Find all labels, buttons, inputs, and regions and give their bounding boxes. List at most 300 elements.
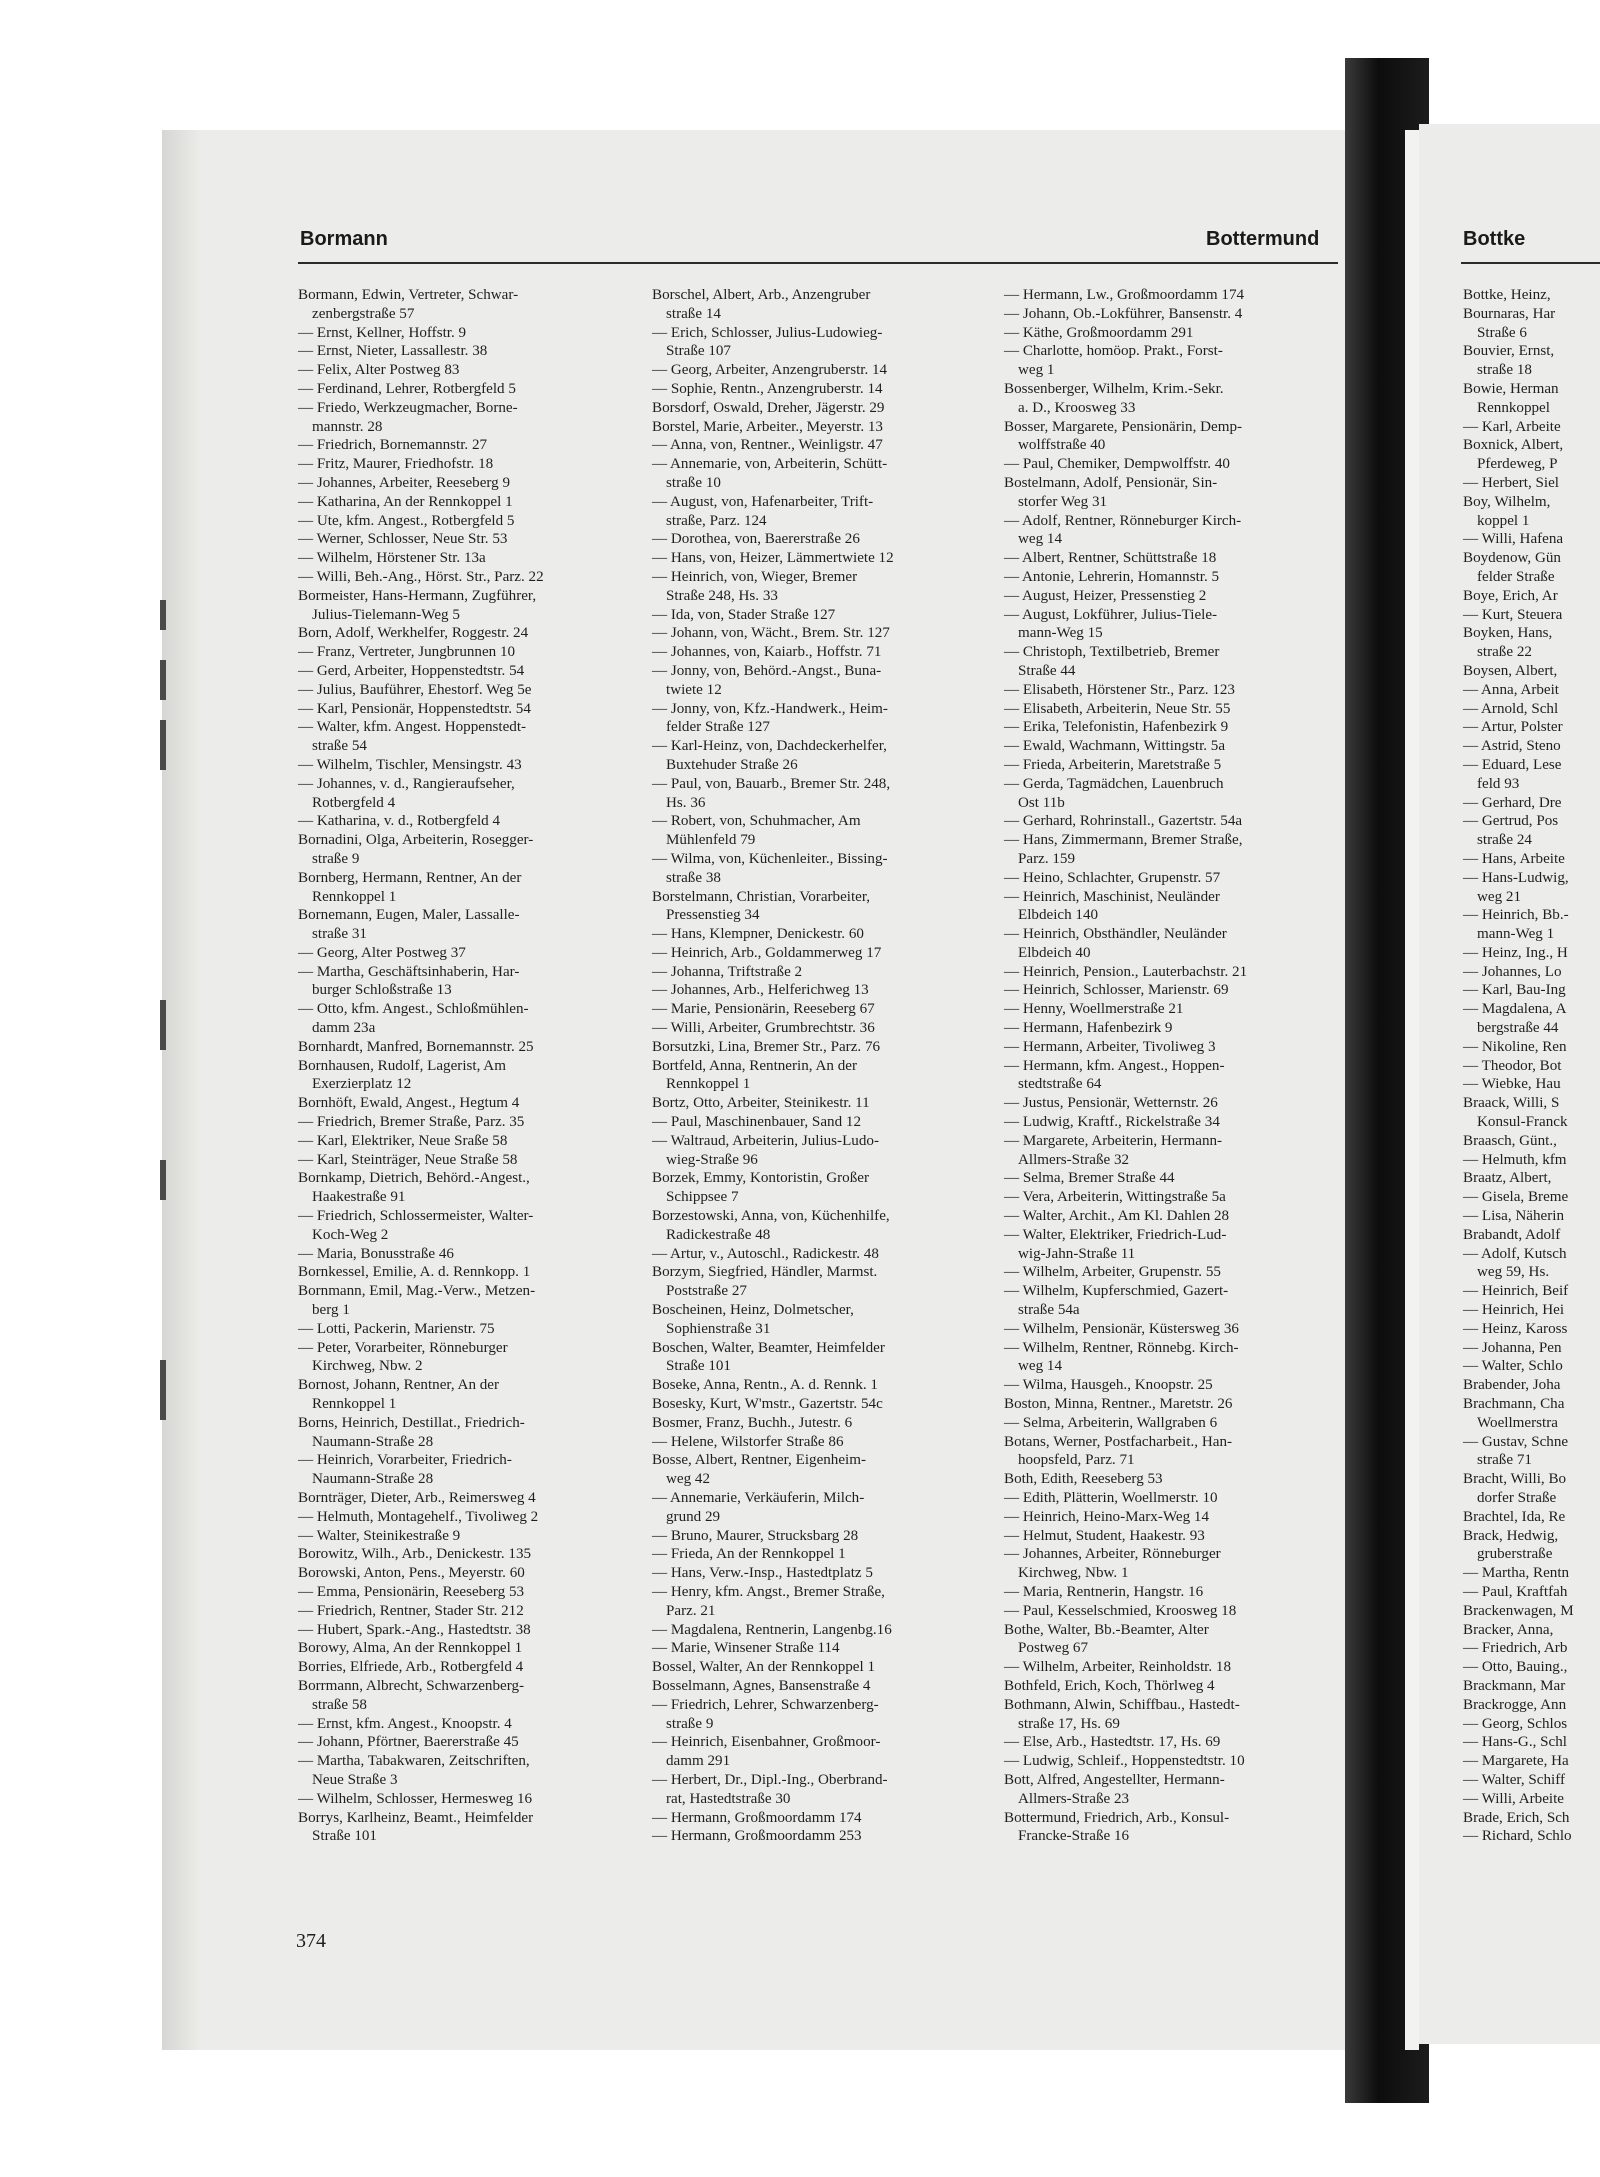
entry-line: — Ute, kfm. Angest., Rotbergfeld 5	[298, 512, 515, 529]
entry-line: Bornmann, Emil, Mag.-Verw., Metzen-	[298, 1283, 536, 1300]
entry-line: — Albert, Rentner, Schüttstraße 18	[1004, 550, 1217, 567]
entry-line: — Gerhard, Dre	[1463, 794, 1562, 811]
entry-line: — Johann, Pförtner, Baererstraße 45	[298, 1734, 519, 1751]
entry-line: — Arnold, Schl	[1463, 700, 1559, 717]
entry-line: straße 24	[1477, 832, 1532, 849]
entry-line: Borns, Heinrich, Destillat., Friedrich-	[298, 1414, 525, 1431]
entry-line: — Willi, Arbeite	[1463, 1790, 1564, 1807]
entry-line: — Ferdinand, Lehrer, Rotbergfeld 5	[298, 380, 516, 397]
entry-line: — Karl, Pensionär, Hoppenstedtstr. 54	[298, 700, 531, 717]
entry-line: — Heino, Schlachter, Grupenstr. 57	[1004, 869, 1221, 886]
column-next-page	[1463, 286, 1600, 1846]
entry-line: — Hans, Zimmermann, Bremer Straße,	[1004, 832, 1243, 849]
gutter-edge	[1405, 130, 1419, 2050]
entry-line: weg 1	[1018, 362, 1055, 379]
entry-line: — Werner, Schlosser, Neue Str. 53	[298, 531, 508, 548]
entry-line: Straße 44	[1018, 662, 1076, 679]
entry-line: — Lotti, Packerin, Marienstr. 75	[298, 1320, 495, 1337]
entry-line: — Otto, kfm. Angest., Schloßmühlen-	[298, 1001, 529, 1018]
entry-line: weg 42	[666, 1471, 711, 1488]
entry-line: twiete 12	[666, 681, 722, 698]
entry-line: — Heinrich, Pension., Lauterbachstr. 21	[1004, 963, 1248, 980]
entry-line: Borstelmann, Christian, Vorarbeiter,	[652, 888, 871, 905]
entry-line: Straße 107	[666, 343, 731, 360]
entry-line: Parz. 21	[666, 1602, 716, 1619]
entry-line: Allmers-Straße 23	[1018, 1790, 1130, 1807]
entry-line: — Walter, Elektriker, Friedrich-Lud-	[1004, 1226, 1227, 1243]
entry-line: — Georg, Schlos	[1463, 1715, 1568, 1732]
entry-line: felder Straße 127	[666, 719, 770, 736]
entry-line: — Paul, Kesselschmied, Kroosweg 18	[1004, 1602, 1237, 1619]
entry-line: Borzek, Emmy, Kontoristin, Großer	[652, 1170, 870, 1187]
page-number: 374	[296, 1930, 326, 1952]
entry-line: Bornemann, Eugen, Maler, Lassalle-	[298, 907, 520, 924]
entry-line: — Gerda, Tagmädchen, Lauenbruch	[1004, 775, 1224, 792]
entry-line: Borschel, Albert, Arb., Anzengruber	[652, 287, 871, 303]
entry-line: Elbdeich 140	[1018, 907, 1099, 924]
entry-line: — Karl, Elektriker, Neue Sraße 58	[298, 1132, 508, 1149]
entry-line: Borzym, Siegfried, Händler, Marmst.	[652, 1264, 878, 1281]
entry-line: — August, von, Hafenarbeiter, Trift-	[652, 493, 874, 510]
entry-line: Braasch, Günt.,	[1463, 1132, 1557, 1149]
entry-line: — Ludwig, Schleif., Hoppenstedtstr. 10	[1004, 1753, 1245, 1770]
entry-line: — Heinrich, Hei	[1463, 1302, 1565, 1319]
entry-line: Bornberg, Hermann, Rentner, An der	[298, 869, 522, 886]
entry-line: — Paul, von, Bauarb., Bremer Str. 248,	[652, 775, 891, 792]
entry-line: — Marie, Pensionärin, Reeseberg 67	[652, 1001, 875, 1018]
entry-line: Bornträger, Dieter, Arb., Reimersweg 4	[298, 1490, 536, 1506]
entry-line: zenbergstraße 57	[312, 305, 415, 322]
entry-line: Rennkoppel 1	[666, 1076, 751, 1093]
entry-line: — Helene, Wilstorfer Straße 86	[652, 1433, 844, 1450]
entry-line: storfer Weg 31	[1018, 493, 1108, 510]
entry-line: — Gerhard, Rohrinstall., Gazertstr. 54a	[1004, 813, 1243, 830]
entry-line: Bothe, Walter, Bb.-Beamter, Alter	[1004, 1621, 1209, 1638]
entry-line: — Helmuth, kfm	[1463, 1151, 1567, 1168]
entry-line: Boysen, Albert,	[1463, 662, 1558, 679]
entry-line: — Katharina, An der Rennkoppel 1	[298, 493, 513, 510]
entry-line: Borsutzki, Lina, Bremer Str., Parz. 76	[652, 1038, 881, 1055]
entry-line: Haakestraße 91	[312, 1189, 406, 1206]
entry-line: Schippsee 7	[666, 1189, 739, 1206]
entry-line: — Johann, von, Wächt., Brem. Str. 127	[652, 625, 890, 642]
entry-line: — Gustav, Schne	[1463, 1433, 1569, 1450]
entry-line: — Friedrich, Schlossermeister, Walter-	[298, 1208, 534, 1225]
entry-line: — Käthe, Großmoordamm 291	[1004, 324, 1194, 341]
entry-line: straße 18	[1477, 362, 1532, 379]
entry-line: mannstr. 28	[312, 418, 383, 435]
entry-line: mann-Weg 1	[1477, 926, 1555, 943]
entry-line: weg 59, Hs.	[1477, 1264, 1550, 1281]
running-head-left: Bormann	[300, 228, 388, 250]
entry-line: — Helmut, Student, Haakestr. 93	[1004, 1527, 1205, 1544]
entry-line: — Herbert, Dr., Dipl.-Ing., Oberbrand-	[652, 1771, 888, 1788]
entry-line: bergstraße 44	[1477, 1020, 1559, 1037]
entry-line: — Heinrich, Bb.-	[1463, 907, 1569, 924]
entry-line: — Heinrich, Eisenbahner, Großmoor-	[652, 1734, 881, 1751]
entry-line: — Heinrich, von, Wieger, Bremer	[652, 568, 858, 585]
entry-line: — Wilhelm, Arbeiter, Reinholdstr. 18	[1004, 1659, 1231, 1676]
entry-line: Buxtehuder Straße 26	[666, 756, 798, 773]
entry-line: — Hans, von, Heizer, Lämmertwiete 12	[652, 550, 894, 567]
entry-line: Straße 101	[312, 1828, 377, 1845]
entry-line: — Wilhelm, Tischler, Mensingstr. 43	[298, 756, 522, 773]
entry-line: Braack, Willi, S	[1463, 1095, 1560, 1112]
entry-line: — Franz, Vertreter, Jungbrunnen 10	[298, 644, 516, 661]
entry-line: — Peter, Vorarbeiter, Rönneburger	[298, 1339, 508, 1356]
entry-line: Bornost, Johann, Rentner, An der	[298, 1377, 500, 1394]
entry-line: Brade, Erich, Sch	[1463, 1809, 1570, 1826]
entry-line: — Maria, Bonusstraße 46	[298, 1245, 454, 1262]
entry-line: — Wilhelm, Kupferschmied, Gazert-	[1004, 1283, 1229, 1300]
entry-line: Boye, Erich, Ar	[1463, 587, 1558, 604]
entry-line: — Heinrich, Maschinist, Neuländer	[1004, 888, 1220, 905]
entry-line: Bostelmann, Adolf, Pensionär, Sin-	[1004, 474, 1218, 491]
entry-line: — Friedrich, Bornemannstr. 27	[298, 437, 488, 454]
entry-line: — Hermann, Großmoordamm 253	[652, 1828, 862, 1845]
entry-line: straße 14	[666, 305, 721, 322]
entry-line: Brack, Hedwig,	[1463, 1527, 1559, 1544]
entry-line: — Friedrich, Arb	[1463, 1640, 1568, 1657]
entry-line: — Vera, Arbeiterin, Wittingstraße 5a	[1004, 1189, 1226, 1206]
entry-line: — Hermann, Großmoordamm 174	[652, 1809, 862, 1826]
entry-line: — Antonie, Lehrerin, Homannstr. 5	[1004, 568, 1220, 585]
entry-line: — Margarete, Arbeiterin, Hermann-	[1004, 1132, 1223, 1149]
entry-line: Bornhausen, Rudolf, Lagerist, Am	[298, 1057, 506, 1074]
entry-line: straße 54	[312, 738, 367, 755]
entry-line: straße 10	[666, 474, 721, 491]
entry-line: Bortz, Otto, Arbeiter, Steinikestr. 11	[652, 1095, 870, 1112]
entry-line: Braatz, Albert,	[1463, 1170, 1552, 1187]
entry-line: — Waltraud, Arbeiterin, Julius-Ludo-	[652, 1132, 879, 1149]
entry-line: — Theodor, Bot	[1463, 1057, 1562, 1074]
entry-line: — Felix, Alter Postweg 83	[298, 362, 460, 379]
entry-line: — Ewald, Wachmann, Wittingstr. 5a	[1004, 738, 1226, 755]
entry-line: weg 14	[1018, 1358, 1063, 1375]
entry-line: Born, Adolf, Werkhelfer, Roggestr. 24	[298, 625, 529, 642]
header-rule-next-page	[1461, 262, 1600, 264]
entry-line: Bottermund, Friedrich, Arb., Konsul-	[1004, 1809, 1230, 1826]
column-1	[298, 286, 638, 1846]
entry-line: Pferdeweg, P	[1477, 456, 1558, 473]
entry-line: damm 291	[666, 1753, 731, 1770]
entry-line: — Wilma, von, Küchenleiter., Bissing-	[652, 850, 888, 867]
entry-line: weg 21	[1477, 888, 1522, 905]
entry-line: — Wilhelm, Hörstener Str. 13a	[298, 550, 486, 567]
entry-line: straße 17, Hs. 69	[1018, 1715, 1120, 1732]
entry-line: — Johannes, Arbeiter, Reeseberg 9	[298, 474, 511, 491]
entry-line: wieg-Straße 96	[666, 1151, 758, 1168]
entry-line: Ost 11b	[1018, 794, 1065, 811]
entry-line: — Helmuth, Montagehelf., Tivoliweg 2	[298, 1508, 539, 1525]
entry-line: — Karl-Heinz, von, Dachdeckerhelfer,	[652, 738, 887, 755]
entry-line: — Erika, Telefonistin, Hafenbezirk 9	[1004, 719, 1229, 736]
entry-line: Straße 6	[1477, 324, 1527, 341]
entry-line: Boseke, Anna, Rentn., A. d. Rennk. 1	[652, 1377, 878, 1394]
entry-line: Brachmann, Cha	[1463, 1396, 1565, 1413]
entry-line: — Gertrud, Pos	[1463, 813, 1559, 830]
entry-line: — Wilhelm, Pensionär, Küstersweg 36	[1004, 1320, 1239, 1337]
entry-line: Hs. 36	[666, 794, 706, 811]
entry-line: — Hermann, kfm. Angest., Hoppen-	[1004, 1057, 1225, 1074]
entry-line: — Karl, Steinträger, Neue Straße 58	[298, 1151, 518, 1168]
entry-line: Bosser, Margarete, Pensionärin, Demp-	[1004, 418, 1243, 435]
entry-line: — Johannes, Arb., Helferichweg 13	[652, 982, 869, 999]
entry-line: Brackmann, Mar	[1463, 1677, 1566, 1694]
entry-line: — Heinrich, Vorarbeiter, Friedrich-	[298, 1452, 512, 1469]
entry-line: — Paul, Kraftfah	[1463, 1583, 1568, 1600]
entry-line: Exerzierplatz 12	[312, 1076, 412, 1093]
entry-line: — Gerd, Arbeiter, Hoppenstedtstr. 54	[298, 662, 525, 679]
entry-line: — Heinz, Ing., H	[1463, 944, 1568, 961]
column-2	[652, 286, 992, 1846]
entry-line: — Else, Arb., Hastedtstr. 17, Hs. 69	[1004, 1734, 1221, 1751]
entry-line: Bossel, Walter, An der Rennkoppel 1	[652, 1659, 876, 1676]
entry-line: — Dorothea, von, Baererstraße 26	[652, 531, 860, 548]
entry-line: — Ernst, Nieter, Lassallestr. 38	[298, 343, 488, 360]
entry-line: Boston, Minna, Rentner., Maretstr. 26	[1004, 1396, 1233, 1413]
entry-line: — Martha, Geschäftsinhaberin, Har-	[298, 963, 520, 980]
entry-line: — Adolf, Kutsch	[1463, 1245, 1567, 1262]
entry-line: Bosse, Albert, Rentner, Eigenheim-	[652, 1452, 867, 1469]
entry-line: — Friedrich, Lehrer, Schwarzenberg-	[652, 1696, 879, 1713]
entry-line: — Martha, Rentn	[1463, 1565, 1570, 1582]
entry-line: Bosselmann, Agnes, Bansenstraße 4	[652, 1677, 871, 1694]
entry-line: Bottke, Heinz,	[1463, 287, 1551, 303]
entry-line: Borzestowski, Anna, von, Küchenhilfe,	[652, 1208, 890, 1225]
header-rule	[298, 262, 1338, 264]
entry-line: — Johannes, Lo	[1463, 963, 1562, 980]
entry-line: — Georg, Alter Postweg 37	[298, 944, 466, 961]
entry-line: Boy, Wilhelm,	[1463, 493, 1551, 510]
entry-line: straße 9	[312, 850, 360, 867]
entry-line: — Heinrich, Obsthändler, Neuländer	[1004, 926, 1227, 943]
entry-line: Konsul-Franck	[1477, 1114, 1568, 1131]
entry-line: Radickestraße 48	[666, 1226, 771, 1243]
entry-line: Bracker, Anna,	[1463, 1621, 1554, 1638]
entry-line: — Paul, Maschinenbauer, Sand 12	[652, 1114, 861, 1131]
entry-line: dorfer Straße	[1477, 1490, 1557, 1506]
entry-line: — Wilhelm, Rentner, Rönnebg. Kirch-	[1004, 1339, 1239, 1356]
entry-line: Boschen, Walter, Beamter, Heimfelder	[652, 1339, 885, 1356]
entry-line: — Maria, Rentnerin, Hangstr. 16	[1004, 1583, 1204, 1600]
entry-line: berg 1	[312, 1302, 350, 1319]
entry-line: Mühlenfeld 79	[666, 832, 756, 849]
entry-line: — Magdalena, Rentnerin, Langenbg.16	[652, 1621, 892, 1638]
entry-line: Borowy, Alma, An der Rennkoppel 1	[298, 1640, 523, 1657]
entry-line: rat, Hastedtstraße 30	[666, 1790, 791, 1807]
entry-line: — Astrid, Steno	[1463, 738, 1561, 755]
entry-line: — Frieda, An der Rennkoppel 1	[652, 1546, 846, 1563]
entry-line: Botans, Werner, Postfacharbeit., Han-	[1004, 1433, 1233, 1450]
entry-line: Bosesky, Kurt, W'mstr., Gazertstr. 54c	[652, 1396, 883, 1413]
entry-line: Bowie, Herman	[1463, 380, 1559, 397]
column-3	[1004, 286, 1344, 1846]
entry-line: Bothmann, Alwin, Schiffbau., Hastedt-	[1004, 1696, 1240, 1713]
entry-line: — Herbert, Siel	[1463, 474, 1559, 491]
entry-line: Bornkamp, Dietrich, Behörd.-Angest.,	[298, 1170, 530, 1187]
entry-line: Bouvier, Ernst,	[1463, 343, 1555, 360]
entry-line: — Frieda, Arbeiterin, Maretstraße 5	[1004, 756, 1222, 773]
entry-line: — Heinrich, Schlosser, Marienstr. 69	[1004, 982, 1229, 999]
entry-line: — Sophie, Rentn., Anzengruberstr. 14	[652, 380, 883, 397]
entry-line: — Otto, Bauing.,	[1463, 1659, 1568, 1676]
entry-line: — Selma, Bremer Straße 44	[1004, 1170, 1175, 1187]
entry-line: mann-Weg 15	[1018, 625, 1103, 642]
entry-line: Straße 101	[666, 1358, 731, 1375]
entry-line: — Wilma, Hausgeh., Knoopstr. 25	[1004, 1377, 1213, 1394]
entry-line: Francke-Straße 16	[1018, 1828, 1130, 1845]
entry-line: — Walter, Steinikestraße 9	[298, 1527, 461, 1544]
entry-line: gruberstraße	[1477, 1546, 1553, 1563]
entry-line: Bornhöft, Ewald, Angest., Hegtum 4	[298, 1095, 520, 1112]
entry-line: Sophienstraße 31	[666, 1320, 771, 1337]
entry-line: Parz. 159	[1018, 850, 1076, 867]
entry-line: — Artur, Polster	[1463, 719, 1563, 736]
entry-line: hoopsfeld, Parz. 71	[1018, 1452, 1135, 1469]
entry-line: Borstel, Marie, Arbeiter., Meyerstr. 13	[652, 418, 883, 435]
entry-line: — Johanna, Triftstraße 2	[652, 963, 803, 980]
entry-line: — Hermann, Lw., Großmoordamm 174	[1004, 287, 1245, 303]
entry-line: — Margarete, Ha	[1463, 1753, 1569, 1770]
entry-line: — Walter, Schiff	[1463, 1771, 1565, 1788]
entry-line: — Hans, Arbeite	[1463, 850, 1565, 867]
entry-line: — Hans, Verw.-Insp., Hastedtplatz 5	[652, 1565, 873, 1582]
entry-line: — Wilhelm, Arbeiter, Grupenstr. 55	[1004, 1264, 1221, 1281]
entry-line: — Kurt, Steuera	[1463, 606, 1563, 623]
entry-line: felder Straße	[1477, 568, 1555, 585]
entry-line: — Jonny, von, Behörd.-Angst., Buna-	[652, 662, 882, 679]
entry-line: — Anna, Arbeit	[1463, 681, 1560, 698]
entry-line: Brabandt, Adolf	[1463, 1226, 1561, 1243]
entry-line: — Willi, Hafena	[1463, 531, 1564, 548]
entry-line: Borrys, Karlheinz, Beamt., Heimfelder	[298, 1809, 534, 1826]
entry-line: Bornadini, Olga, Arbeiterin, Rosegger-	[298, 832, 534, 849]
entry-line: Rennkoppel 1	[312, 1396, 397, 1413]
entry-line: — Georg, Arbeiter, Anzengruberstr. 14	[652, 362, 888, 379]
entry-line: Bornhardt, Manfred, Bornemannstr. 25	[298, 1038, 534, 1055]
entry-line: — Hermann, Arbeiter, Tivoliweg 3	[1004, 1038, 1216, 1055]
entry-line: Elbdeich 40	[1018, 944, 1091, 961]
entry-line: Brackenwagen, M	[1463, 1602, 1574, 1619]
entry-line: Kirchweg, Nbw. 2	[312, 1358, 423, 1375]
entry-line: — Ida, von, Stader Straße 127	[652, 606, 836, 623]
entry-line: straße 38	[666, 869, 721, 886]
entry-line: Naumann-Straße 28	[312, 1471, 434, 1488]
entry-line: stedtstraße 64	[1018, 1076, 1102, 1093]
entry-line: — Nikoline, Ren	[1463, 1038, 1567, 1055]
entry-line: — Christoph, Textilbetrieb, Bremer	[1004, 644, 1220, 661]
entry-line: — Hans-G., Schl	[1463, 1734, 1567, 1751]
entry-line: burger Schloßstraße 13	[312, 982, 452, 999]
entry-line: Boxnick, Albert,	[1463, 437, 1564, 454]
entry-line: — Heinrich, Arb., Goldammerweg 17	[652, 944, 882, 961]
entry-line: wig-Jahn-Straße 11	[1018, 1245, 1136, 1262]
entry-line: Both, Edith, Reeseberg 53	[1004, 1471, 1163, 1488]
entry-line: — Artur, v., Autoschl., Radickestr. 48	[652, 1245, 879, 1262]
entry-line: feld 93	[1477, 775, 1520, 792]
entry-line: — Johannes, von, Kaiarb., Hoffstr. 71	[652, 644, 882, 661]
entry-line: — Henry, kfm. Angst., Bremer Straße,	[652, 1583, 885, 1600]
entry-line: — Heinrich, Beif	[1463, 1283, 1569, 1300]
entry-line: straße 54a	[1018, 1302, 1080, 1319]
entry-line: — Emma, Pensionärin, Reeseberg 53	[298, 1583, 525, 1600]
entry-line: straße 58	[312, 1696, 367, 1713]
entry-line: — Jonny, von, Kfz.-Handwerk., Heim-	[652, 700, 888, 717]
entry-line: Bormann, Edwin, Vertreter, Schwar-	[298, 287, 519, 303]
entry-line: — Selma, Arbeiterin, Wallgraben 6	[1004, 1414, 1218, 1431]
entry-line: — Johann, Ob.-Lokführer, Bansenstr. 4	[1004, 305, 1243, 322]
entry-line: grund 29	[666, 1508, 721, 1525]
entry-line: straße 71	[1477, 1452, 1532, 1469]
entry-line: — Hubert, Spark.-Ang., Hastedtstr. 38	[298, 1621, 531, 1638]
entry-line: — Justus, Pensionär, Wetternstr. 26	[1004, 1095, 1218, 1112]
entry-line: Julius-Tielemann-Weg 5	[312, 606, 460, 623]
entry-line: — Adolf, Rentner, Rönneburger Kirch-	[1004, 512, 1242, 529]
entry-line: — Walter, Schlo	[1463, 1358, 1563, 1375]
entry-line: Boscheinen, Heinz, Dolmetscher,	[652, 1302, 854, 1319]
entry-line: — Anna, von, Rentner., Weinligstr. 47	[652, 437, 883, 454]
entry-line: Postweg 67	[1018, 1640, 1089, 1657]
entry-line: straße 9	[666, 1715, 714, 1732]
entry-line: Borsdorf, Oswald, Dreher, Jägerstr. 29	[652, 399, 885, 416]
entry-line: Brachtel, Ida, Re	[1463, 1508, 1566, 1525]
entry-line: — Magdalena, A	[1463, 1001, 1567, 1018]
entry-line: Bossenberger, Wilhelm, Krim.-Sekr.	[1004, 380, 1224, 397]
entry-line: a. D., Kroosweg 33	[1018, 399, 1136, 416]
entry-line: — Richard, Schlo	[1463, 1828, 1572, 1845]
entry-line: Koch-Weg 2	[312, 1226, 389, 1243]
entry-line: weg 14	[1018, 531, 1063, 548]
entry-line: — Elisabeth, Arbeiterin, Neue Str. 55	[1004, 700, 1231, 717]
entry-line: Naumann-Straße 28	[312, 1433, 434, 1450]
entry-line: — Annemarie, von, Arbeiterin, Schütt-	[652, 456, 888, 473]
entry-line: — Hermann, Hafenbezirk 9	[1004, 1020, 1173, 1037]
entry-line: Rennkoppel	[1477, 399, 1550, 416]
entry-line: — Hans-Ludwig,	[1463, 869, 1569, 886]
entry-line: straße, Parz. 124	[666, 512, 767, 529]
entry-line: Allmers-Straße 32	[1018, 1151, 1130, 1168]
entry-line: straße 31	[312, 926, 367, 943]
entry-line: — Bruno, Maurer, Strucksbarg 28	[652, 1527, 859, 1544]
entry-line: Boydenow, Gün	[1463, 550, 1561, 567]
entry-line: Brabender, Joha	[1463, 1377, 1561, 1394]
entry-line: — Charlotte, homöop. Prakt., Forst-	[1004, 343, 1223, 360]
entry-line: — Eduard, Lese	[1463, 756, 1562, 773]
entry-line: — Paul, Chemiker, Dempwolffstr. 40	[1004, 456, 1230, 473]
entry-line: — Ludwig, Kraftf., Rickelstraße 34	[1004, 1114, 1220, 1131]
entry-line: — Heinrich, Heino-Marx-Weg 14	[1004, 1508, 1210, 1525]
entry-line: — Walter, kfm. Angest. Hoppenstedt-	[298, 719, 527, 736]
entry-line: — Wilhelm, Schlosser, Hermesweg 16	[298, 1790, 533, 1807]
entry-line: — Karl, Arbeite	[1463, 418, 1561, 435]
entry-line: Bracht, Willi, Bo	[1463, 1471, 1567, 1488]
entry-line: — Robert, von, Schuhmacher, Am	[652, 813, 861, 830]
entry-line: — Friedrich, Bremer Straße, Parz. 35	[298, 1114, 525, 1131]
entry-line: Rotbergfeld 4	[312, 794, 396, 811]
running-head-next-page: Bottke	[1463, 228, 1526, 250]
entry-line: Boyken, Hans,	[1463, 625, 1553, 642]
entry-line: Bortfeld, Anna, Rentnerin, An der	[652, 1057, 857, 1074]
entry-line: Bournaras, Har	[1463, 305, 1556, 322]
entry-line: — Walter, Archit., Am Kl. Dahlen 28	[1004, 1208, 1230, 1225]
entry-line: — Willi, Arbeiter, Grumbrechtstr. 36	[652, 1020, 875, 1037]
entry-line: — Julius, Bauführer, Ehestorf. Weg 5e	[298, 681, 532, 698]
entry-line: Borries, Elfriede, Arb., Rotbergfeld 4	[298, 1659, 524, 1676]
entry-line: — Fritz, Maurer, Friedhofstr. 18	[298, 456, 494, 473]
entry-line: wolffstraße 40	[1018, 437, 1106, 454]
entry-line: Borowitz, Wilh., Arb., Denickestr. 135	[298, 1546, 532, 1563]
